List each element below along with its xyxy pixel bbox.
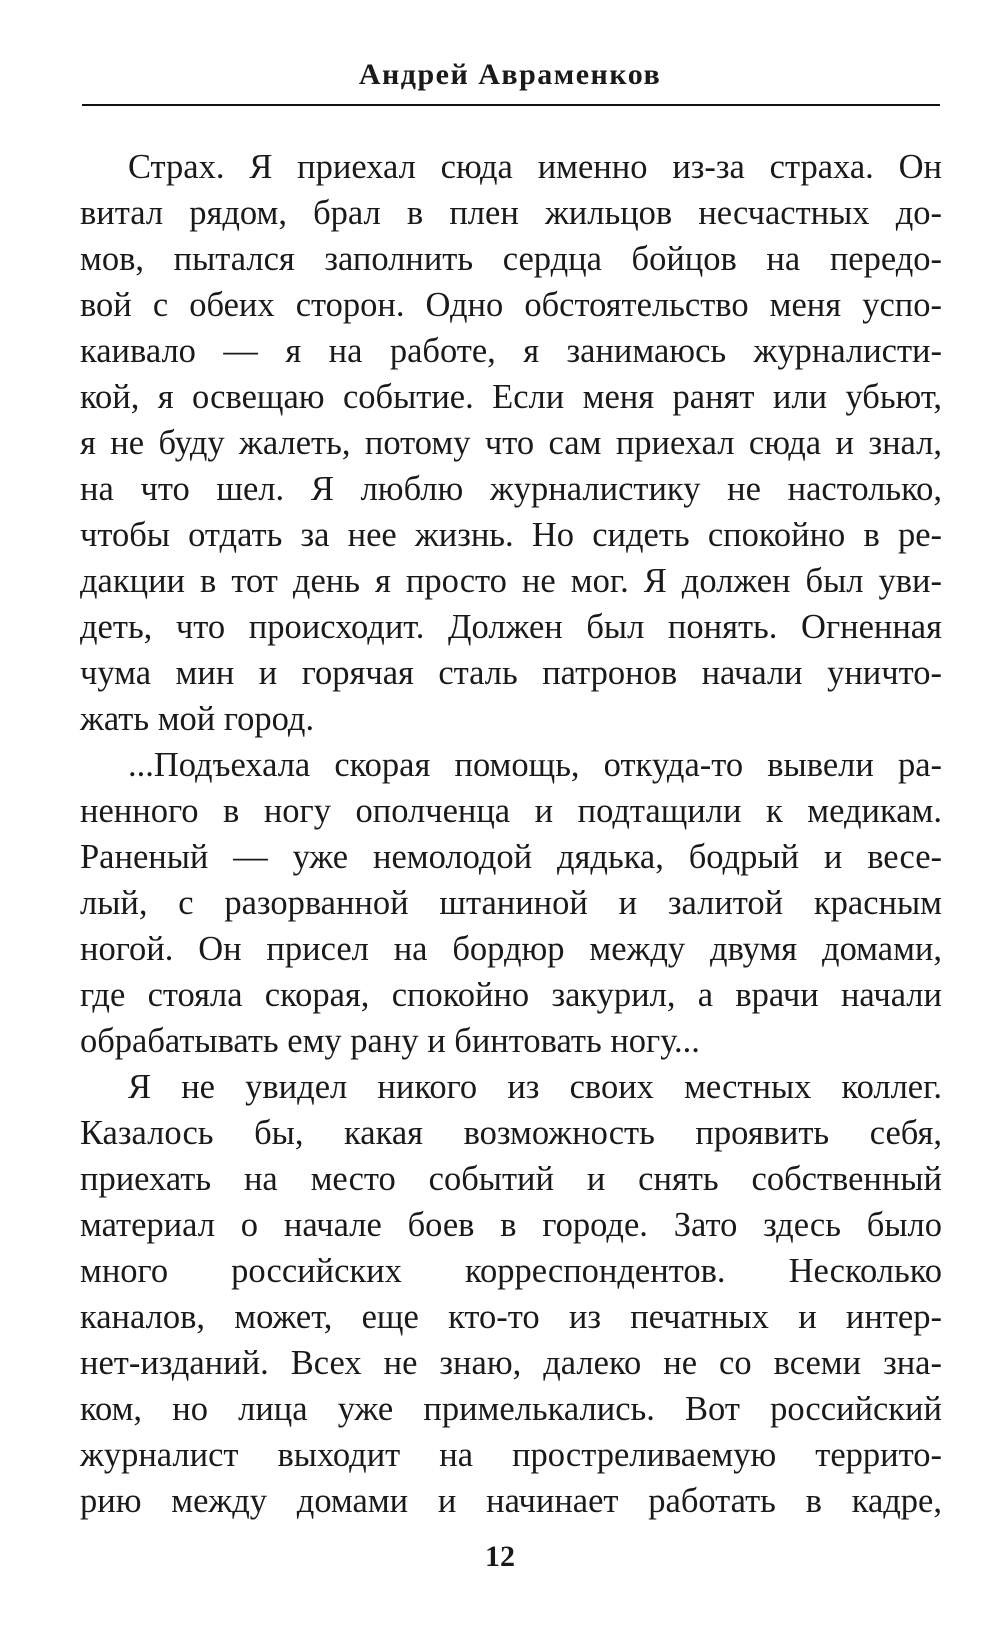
- text-line: нет-изданий. Всех не знаю, далеко не со всеми зна-: [80, 1344, 942, 1382]
- text-line: чтобы отдать за нее жизнь. Но сидеть спокойно в ре-: [80, 516, 942, 554]
- text-line: журналист выходит на простреливаемую террито-: [80, 1436, 942, 1474]
- text-line: я не буду жалеть, потому что сам приехал сюда и знал,: [80, 424, 942, 462]
- text-line: Раненый — уже немолодой дядька, бодрый и весе-: [80, 838, 942, 876]
- text-line: ком, но лица уже примелькались. Вот российский: [80, 1390, 942, 1428]
- text-line: деть, что происходит. Должен был понять. Огненная: [80, 608, 942, 646]
- text-line: ненного в ногу ополченца и подтащили к медикам.: [80, 792, 942, 830]
- text-line: жать мой город.: [80, 700, 315, 738]
- text-line: приехать на место событий и снять собственный: [80, 1160, 942, 1198]
- text-line: каивало — я на работе, я занимаюсь журналисти-: [80, 332, 942, 370]
- text-line: Я не увидел никого из своих местных коллег.: [128, 1068, 942, 1106]
- text-line: лый, с разорванной штаниной и залитой красным: [80, 884, 942, 922]
- text-line: рию между домами и начинает работать в кадре,: [80, 1482, 942, 1520]
- text-line: чума мин и горячая сталь патронов начали уничто-: [80, 654, 942, 692]
- text-line: на что шел. Я люблю журналистику не настолько,: [80, 470, 942, 508]
- text-line: каналов, может, еще кто-то из печатных и интер-: [80, 1298, 942, 1336]
- running-head-author: Андрей Авраменков: [358, 58, 662, 91]
- text-line: витал рядом, брал в плен жильцов несчастных до-: [80, 194, 942, 232]
- text-line: вой с обеих сторон. Одно обстоятельство меня успо-: [80, 286, 942, 324]
- text-line: ногой. Он присел на бордюр между двумя домами,: [80, 930, 942, 968]
- text-line: где стояла скорая, спокойно закурил, а врачи начали: [80, 976, 942, 1014]
- body-text: [80, 144, 942, 1524]
- text-line: материал о начале боев в городе. Зато здесь было: [80, 1206, 942, 1244]
- text-line: много российских корреспондентов. Несколько: [80, 1252, 942, 1290]
- text-line: обрабатывать ему рану и бинтовать ногу...: [80, 1022, 700, 1060]
- header-rule: [82, 104, 940, 106]
- text-line: мов, пытался заполнить сердца бойцов на передо-: [80, 240, 942, 278]
- text-line: Страх. Я приехал сюда именно из-за страха. Он: [128, 148, 942, 186]
- text-line: Казалось бы, какая возможность проявить себя,: [80, 1114, 942, 1152]
- text-line: дакции в тот день я просто не мог. Я должен был уви-: [80, 562, 942, 600]
- page-number: 12: [485, 1540, 515, 1573]
- text-line: ...Подъехала скорая помощь, откуда-то вывели ра-: [128, 746, 942, 784]
- text-line: кой, я освещаю событие. Если меня ранят или убьют,: [80, 378, 942, 416]
